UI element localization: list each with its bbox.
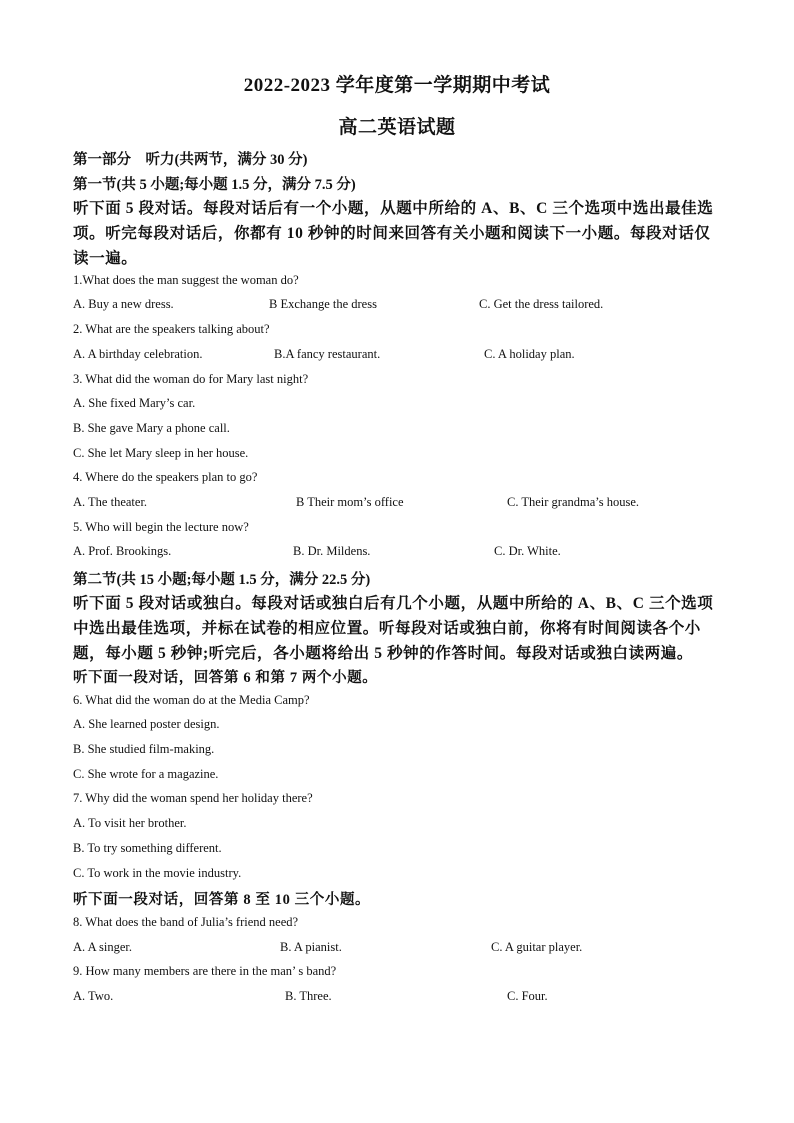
section1-instruction-line: 听下面 5 段对话。每段对话后有一个小题，从题中所给的 A、B、C 三个选项中选出最佳选 — [73, 200, 714, 217]
question-5: 5. Who will begin the lecture now? — [73, 520, 249, 534]
q7-option-b: B. To try something different. — [73, 841, 222, 855]
q2-option-c: C. A holiday plan. — [484, 347, 575, 361]
q7-option-a: A. To visit her brother. — [73, 816, 187, 830]
q7-option-c: C. To work in the movie industry. — [73, 866, 242, 880]
question-1: 1.What does the man suggest the woman do? — [73, 273, 299, 287]
question-4: 4. Where do the speakers plan to go? — [73, 470, 258, 484]
section1-heading: 第一节(共 5 小题;每小题 1.5 分，满分 7.5 分) — [73, 177, 356, 193]
group-instruction: 听下面一段对话，回答第 8 至 10 三个小题。 — [73, 892, 371, 908]
question-7: 7. Why did the woman spend her holiday there? — [73, 791, 313, 805]
exam-subtitle: 高二英语试题 — [338, 117, 456, 138]
section2-instruction-line: 听下面 5 段对话或独白。每段对话或独白后有几个小题，从题中所给的 A、B、C 三个选项 — [73, 595, 714, 612]
section2-instruction-line: 题，每小题 5 秒钟;听完后，各小题将给出 5 秒钟的作答时间。每段对话或独白读两遍。 — [73, 645, 693, 662]
q8-option-b: B. A pianist. — [280, 940, 342, 954]
q8-option-c: C. A guitar player. — [491, 940, 583, 954]
q4-option-b: B Their mom’s office — [296, 495, 404, 509]
section2-instruction-line: 中选出最佳选项，并标在试卷的相应位置。听每段对话或独白前，你将有时间阅读各个小 — [73, 620, 701, 637]
q6-option-c: C. She wrote for a magazine. — [73, 767, 219, 781]
question-9: 9. How many members are there in the man’ s band? — [73, 964, 337, 978]
part1-heading: 第一部分 听力(共两节，满分 30 分) — [73, 152, 308, 168]
q6-option-b: B. She studied film-making. — [73, 742, 215, 756]
q4-option-a: A. The theater. — [73, 495, 148, 509]
q1-option-c: C. Get the dress tailored. — [479, 297, 604, 311]
question-3: 3. What did the woman do for Mary last night? — [73, 372, 309, 386]
q9-option-b: B. Three. — [285, 989, 332, 1003]
q8-option-a: A. A singer. — [73, 940, 133, 954]
q9-option-a: A. Two. — [73, 989, 114, 1003]
q1-option-b: B Exchange the dress — [269, 297, 377, 311]
q6-option-a: A. She learned poster design. — [73, 717, 220, 731]
q9-option-c: C. Four. — [507, 989, 548, 1003]
q3-option-a: A. She fixed Mary’s car. — [73, 396, 196, 410]
q5-option-a: A. Prof. Brookings. — [73, 544, 172, 558]
exam-title: 2022-2023 学年度第一学期期中考试 — [243, 75, 551, 96]
q4-option-c: C. Their grandma’s house. — [507, 495, 640, 509]
q5-option-c: C. Dr. White. — [494, 544, 561, 558]
section2-heading: 第二节(共 15 小题;每小题 1.5 分，满分 22.5 分) — [73, 572, 371, 588]
section1-instruction-line: 项。听完每段对话后，你都有 10 秒钟的时间来回答有关小题和阅读下一小题。每段对话仅 — [73, 225, 711, 242]
question-8: 8. What does the band of Julia’s friend need? — [73, 915, 299, 929]
q2-option-a: A. A birthday celebration. — [73, 347, 203, 361]
q2-option-b: B.A fancy restaurant. — [274, 347, 381, 361]
q3-option-c: C. She let Mary sleep in her house. — [73, 446, 249, 460]
section1-instruction-line: 读一遍。 — [73, 250, 138, 267]
question-6: 6. What did the woman do at the Media Camp? — [73, 693, 310, 707]
group-instruction: 听下面一段对话，回答第 6 和第 7 两个小题。 — [73, 670, 378, 686]
question-2: 2. What are the speakers talking about? — [73, 322, 270, 336]
q1-option-a: A. Buy a new dress. — [73, 297, 174, 311]
q5-option-b: B. Dr. Mildens. — [293, 544, 371, 558]
q3-option-b: B. She gave Mary a phone call. — [73, 421, 230, 435]
